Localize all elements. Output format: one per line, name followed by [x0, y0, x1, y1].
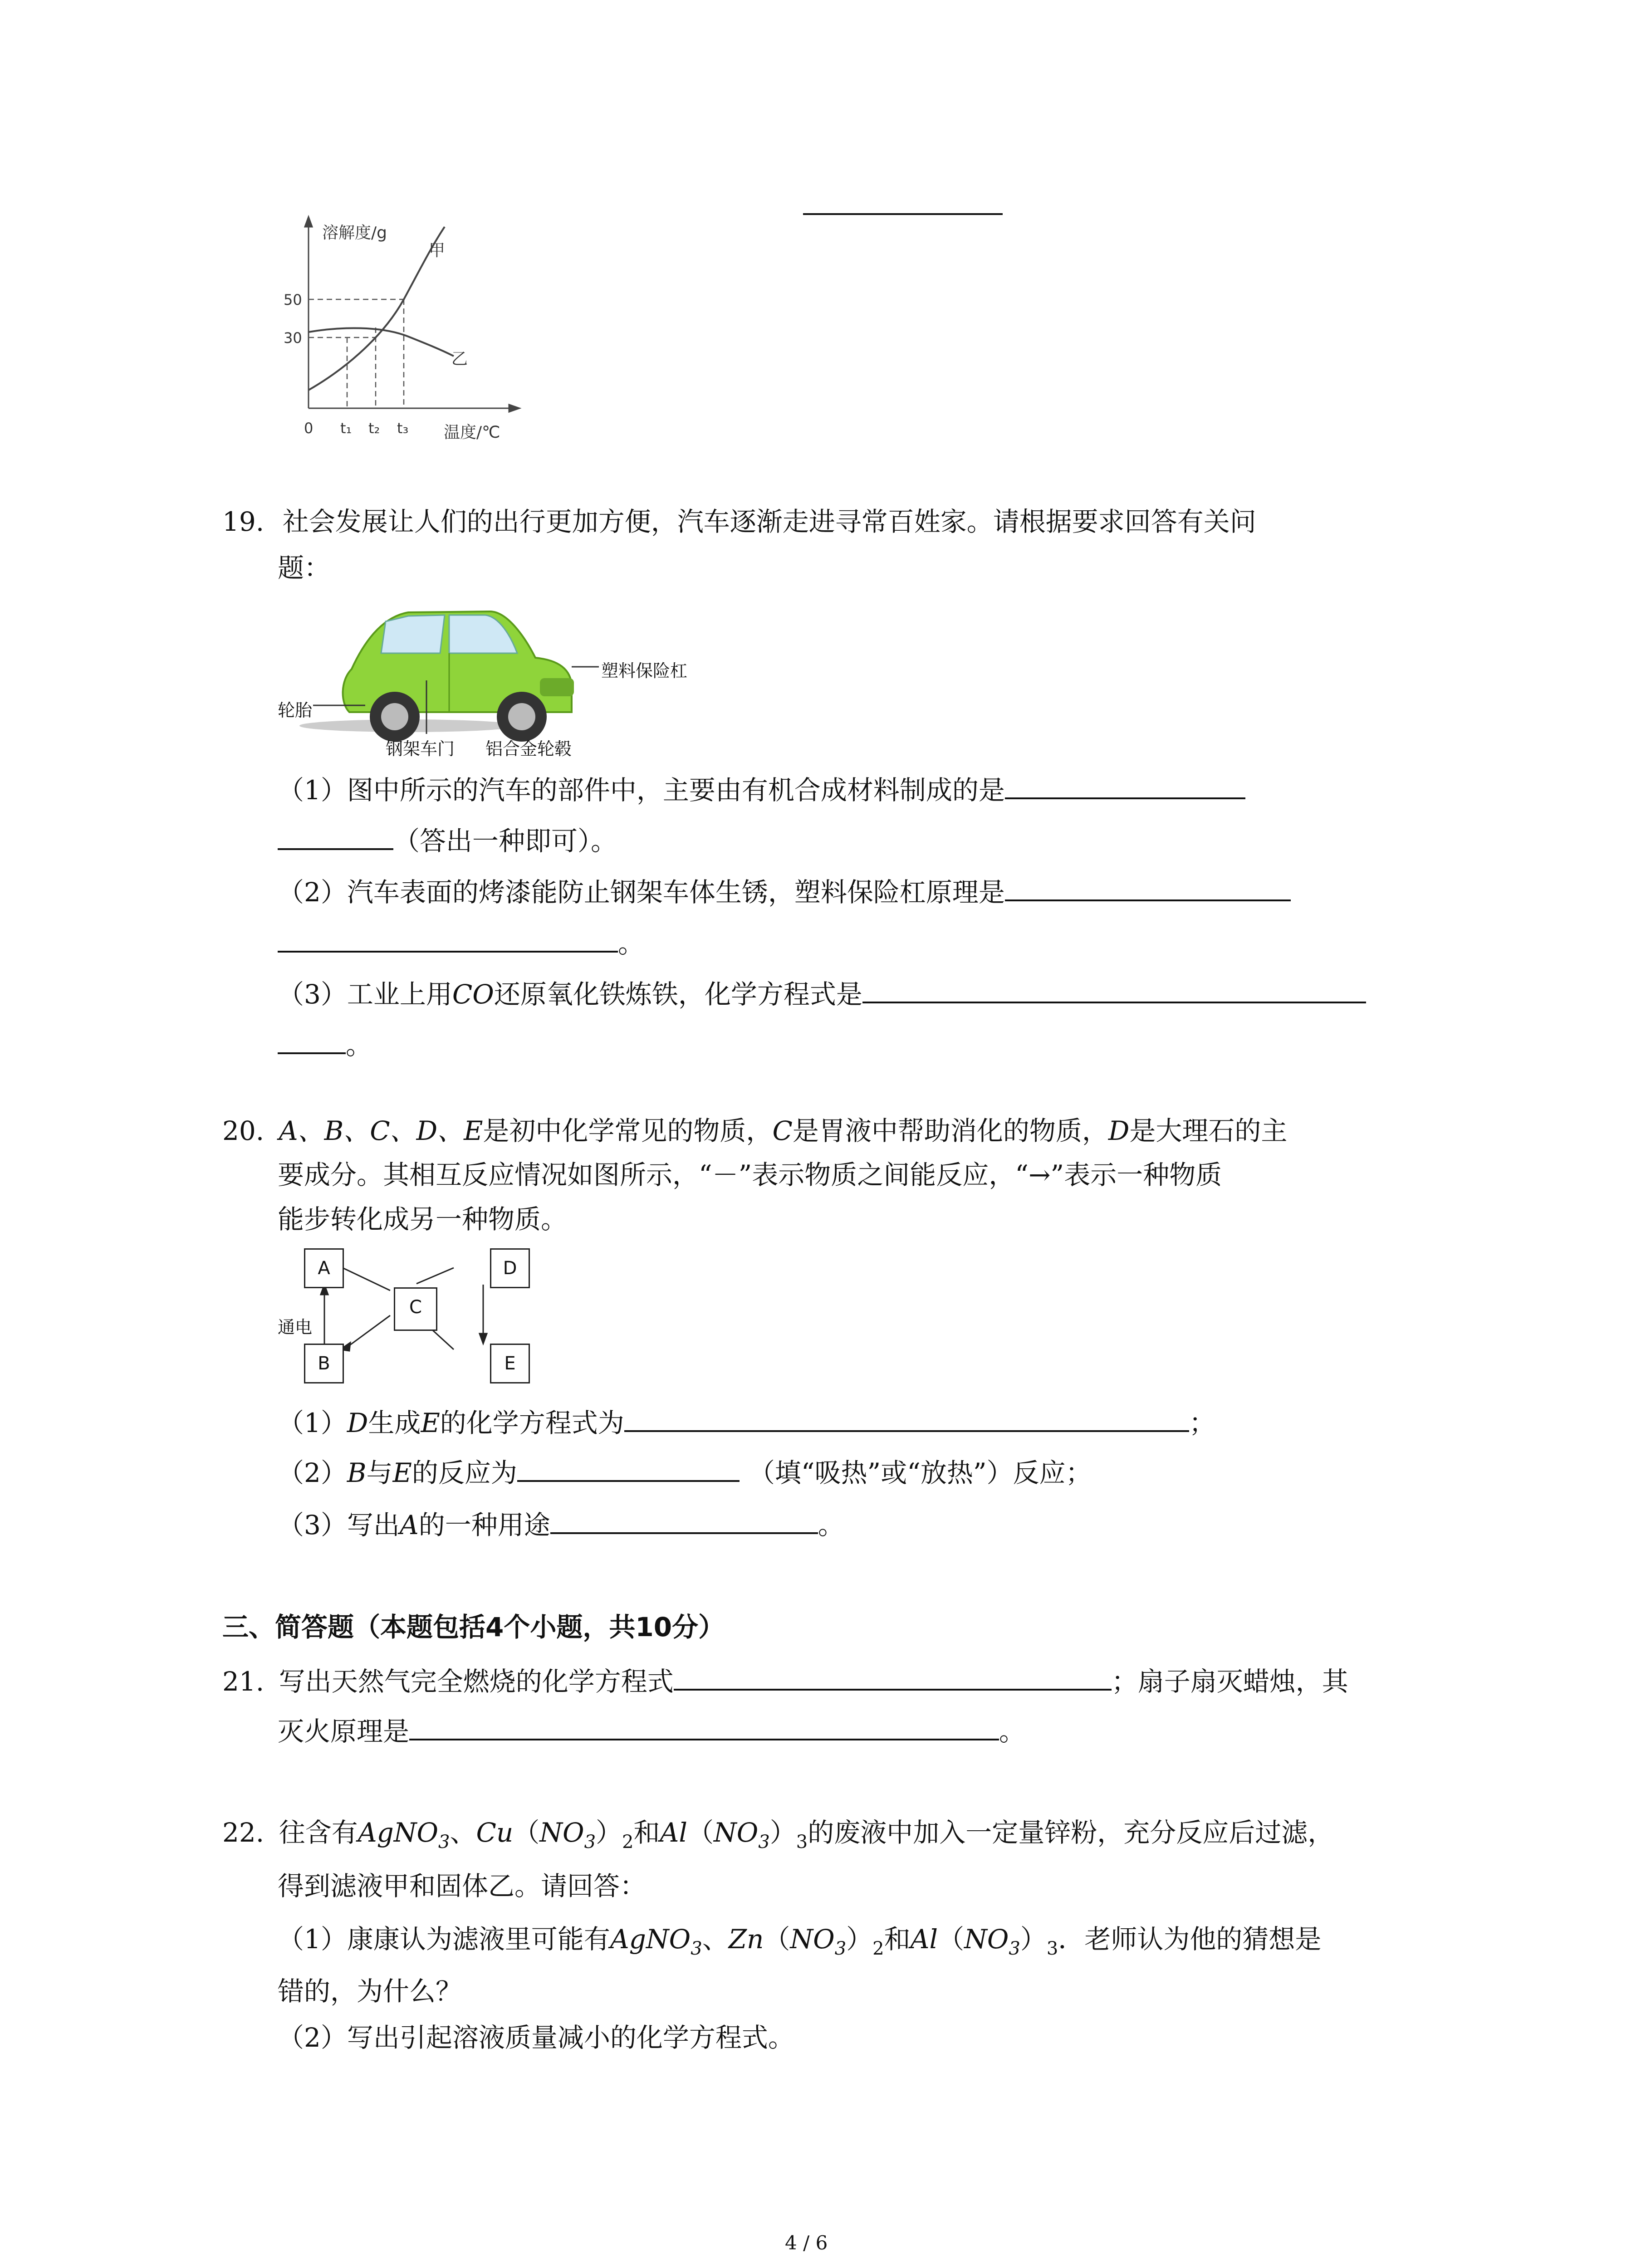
q22-al-no3: NO [713, 1817, 759, 1848]
q22-p1-zn-no3-sub: 3 [834, 1938, 847, 1959]
section3-title: 三、简答题（本题包括4个小题，共10分） [222, 1612, 725, 1642]
q22-p1-zn-sub2: 2 [872, 1938, 884, 1959]
q20-part2-d: （填“吸热”或“放热”）反应； [748, 1457, 1092, 1488]
chart-series-yi: 乙 [451, 350, 468, 368]
q20-part1-blank[interactable] [624, 1404, 1189, 1432]
q20-part2-a: （2） [278, 1457, 347, 1488]
edge-label-electrolysis: 通电 [278, 1317, 313, 1337]
q22-p1-agno3: AgNO [610, 1924, 691, 1955]
q20-part1-d: D [347, 1408, 368, 1438]
q19-part3-text-b: 还原氧化铁炼铁，化学方程式是 [494, 979, 862, 1010]
q20-part2-c: 的反应为 [411, 1457, 517, 1488]
q22-agno3-sub: 3 [438, 1832, 450, 1853]
q20-part1-c: 的化学方程式为 [440, 1408, 624, 1438]
car-label-tire: 轮胎 [278, 700, 313, 720]
q21-line2-b: 。 [999, 1716, 1026, 1747]
solubility-chart [272, 213, 526, 449]
page-number: 4 / 6 [785, 2232, 828, 2254]
q19-part1-tail: （答出一种即可）。 [393, 826, 617, 856]
q22-sep: 、 [450, 1817, 476, 1848]
q19-line1 [222, 503, 1256, 540]
q22-p1-al-no3: NO [964, 1924, 1009, 1955]
chart-xlabel: 温度/℃ [444, 423, 500, 442]
q19-part3-blank-a[interactable] [862, 975, 1366, 1003]
q20-line1-a: 是初中化学常见的物质， [483, 1115, 773, 1146]
q22-p1-zn: Zn [728, 1924, 764, 1955]
q22-line1-a: 往含有 [279, 1817, 358, 1848]
q20-part1-e: E [421, 1408, 440, 1438]
top-answer-line [803, 213, 1003, 215]
q20-line1-e: 是大理石的主 [1129, 1115, 1288, 1146]
q21-line1-b: ；扇子扇灭蜡烛，其 [1111, 1666, 1348, 1697]
q19-part1-blank-a[interactable] [1005, 771, 1245, 799]
q19-part2-tail: 。 [618, 928, 645, 959]
car-figure [272, 590, 681, 780]
q19-part2-line2 [278, 924, 644, 962]
q19-part3-text-a: （3）工业上用 [278, 979, 452, 1010]
q22-number: 22. [222, 1817, 265, 1848]
q22-part1-line1: （1）康康认为滤液里可能有AgNO$_3$、$Zn(NO_3)_2$和$Al(NO_3)_3$．老师认为他的猜想是 [278, 1924, 1322, 1959]
q20-part1-end: ； [1189, 1408, 1215, 1438]
car-label-steel-door: 钢架车门 [386, 739, 455, 759]
q22-p1-al: Al [910, 1924, 938, 1955]
car-label-alloy-wheel: 铝合金轮毂 [485, 739, 572, 759]
chart-ytick-30: 30 [284, 329, 302, 347]
q22-part1-b: ．老师认为他的猜想是 [1058, 1924, 1322, 1955]
q22-p1-and: 和 [884, 1924, 911, 1955]
q20-part3 [278, 1506, 844, 1543]
q20-part1 [278, 1404, 1215, 1441]
q19-part2-blank-a[interactable] [1005, 873, 1291, 901]
q20-line3: 能步转化成另一种物质。 [278, 1204, 568, 1235]
q22-cu: Cu [476, 1817, 514, 1848]
q20-part3-blank[interactable] [550, 1506, 818, 1534]
chart-ytick-50: 50 [284, 291, 302, 308]
q22-p1-al-sub3: 3 [1046, 1938, 1058, 1959]
q19-part1-blank-b[interactable] [278, 822, 393, 850]
q22-p1-sep: 、 [702, 1924, 729, 1955]
q22-p1-agno3-sub: 3 [691, 1938, 702, 1959]
q22-al-sub3: 3 [796, 1832, 808, 1853]
q21-line1 [222, 1662, 1348, 1700]
q22-line1: 22. 往含有AgNO$_3$、$Cu(NO_3)_2$和$Al(NO_3)_3$的废液中加入一定量锌粉，充分反应后过滤， [222, 1817, 1334, 1853]
q22-line1-b: 的废液中加入一定量锌粉，充分反应后过滤， [808, 1817, 1334, 1848]
q22-part2: （2）写出引起溶液质量减小的化学方程式。 [278, 2022, 794, 2053]
q22-p1-zn-no3: NO [790, 1924, 835, 1955]
q19-number: 19. [222, 506, 265, 537]
q20-part2-b-var: B [347, 1457, 367, 1488]
q19-stem-line1: 社会发展让人们的出行更加方便，汽车逐渐走进寻常百姓家。请根据要求回答有关问 [282, 506, 1256, 537]
q20-var-c: C [772, 1115, 793, 1146]
chart-origin: 0 [304, 420, 314, 437]
q20-part2-b: 与 [366, 1457, 393, 1488]
q21-line1-a: 写出天然气完全燃烧的化学方程式 [279, 1666, 674, 1697]
q20-part2 [278, 1454, 1092, 1491]
q19-part2-line1 [278, 873, 1291, 910]
node-A: A [304, 1248, 344, 1288]
q21-line2-a: 灭火原理是 [278, 1716, 410, 1747]
q22-line2: 得到滤液甲和固体乙。请回答： [278, 1871, 647, 1901]
q21-blank-b[interactable] [409, 1712, 999, 1740]
q20-number: 20. [222, 1115, 265, 1146]
q19-part1-line2 [278, 822, 617, 859]
q21-line2 [278, 1712, 1025, 1750]
q20-part2-blank[interactable] [517, 1454, 740, 1482]
q22-p1-al-no3-sub: 3 [1009, 1938, 1020, 1959]
q20-part3-var: A [399, 1510, 419, 1540]
chart-xtick-t2: t₂ [368, 420, 380, 437]
q19-part3-co: CO [452, 979, 494, 1010]
q20-part1-b: 生成 [368, 1408, 421, 1438]
q20-part2-e-var: E [392, 1457, 412, 1488]
q19-part2-text: （2）汽车表面的烤漆能防止钢架车体生锈，塑料保险杠原理是 [278, 877, 1005, 908]
q20-part3-a: （3）写出 [278, 1510, 400, 1540]
node-B: B [304, 1344, 344, 1383]
q22-and: 和 [633, 1817, 660, 1848]
node-C: C [394, 1287, 437, 1331]
chart-ylabel: 溶解度/g [322, 224, 387, 242]
q20-var-d: D [1108, 1115, 1130, 1146]
q20-line1-b: 是胃液中帮助消化的物质， [792, 1115, 1108, 1146]
q21-number: 21. [222, 1666, 265, 1697]
q19-part1-line1 [278, 771, 1245, 808]
q19-part3-tail: 。 [346, 1030, 372, 1061]
q20-part1-a: （1） [278, 1408, 347, 1438]
q19-line2: 题： [278, 552, 331, 583]
q22-al: Al [660, 1817, 687, 1848]
chart-xtick-t1: t₁ [340, 420, 352, 437]
q20-line2: 要成分。其相互反应情况如图所示，“－”表示物质之间能反应，“→”表示一种物质 [278, 1159, 1222, 1190]
q22-agno3: AgNO [358, 1817, 439, 1848]
q22-part1-line2: 错的，为什么？ [278, 1976, 462, 2007]
chart-series-jia: 甲 [429, 241, 446, 260]
q20-part3-end: 。 [818, 1510, 844, 1540]
car-label-bumper: 塑料保险杠 [601, 661, 688, 681]
node-D: D [490, 1248, 530, 1288]
node-E: E [490, 1344, 530, 1383]
q20-part3-b: 的一种用途 [418, 1510, 550, 1540]
q22-cu-no3: NO [539, 1817, 584, 1848]
q22-al-no3-sub: 3 [758, 1832, 770, 1853]
q19-part2-blank-b[interactable] [278, 924, 618, 953]
q20-vars: A、B、C、D、E [279, 1115, 483, 1146]
q19-part3-line1 [278, 975, 1366, 1012]
q22-cu-no3-sub: 3 [584, 1832, 596, 1853]
q19-part1-text: （1）图中所示的汽车的部件中，主要由有机合成材料制成的是 [278, 775, 1005, 806]
q21-blank-a[interactable] [674, 1662, 1112, 1691]
chart-xtick-t3: t₃ [397, 420, 409, 437]
q19-part3-line2 [278, 1026, 372, 1063]
q20-line1 [222, 1113, 1287, 1149]
q22-cu-sub2: 2 [622, 1832, 634, 1853]
q22-part1-a: （1）康康认为滤液里可能有 [278, 1924, 610, 1955]
car-icon [272, 590, 681, 780]
q19-part3-blank-b[interactable] [278, 1026, 346, 1054]
